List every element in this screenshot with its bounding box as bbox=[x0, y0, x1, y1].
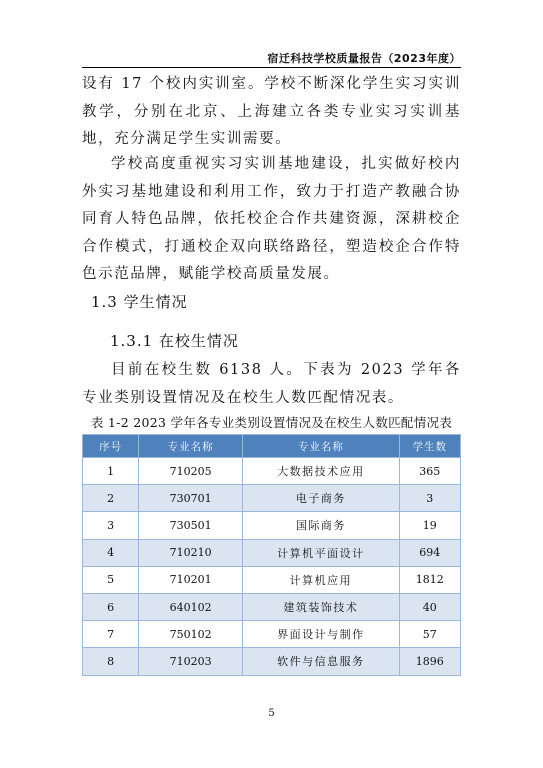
enrollment-table bbox=[82, 434, 461, 676]
table-row bbox=[83, 485, 461, 512]
cell-code: 730701 bbox=[139, 485, 243, 512]
cell-student-count: 40 bbox=[399, 593, 460, 620]
cell-major-name: 大数据技术应用 bbox=[243, 458, 399, 485]
section-heading: 1.3 学生情况 bbox=[91, 293, 188, 311]
cell-number: 1 bbox=[83, 458, 139, 485]
cell-major-name: 计算机应用 bbox=[243, 566, 399, 593]
cell-student-count: 365 bbox=[399, 458, 460, 485]
cell-major-name: 界面设计与制作 bbox=[243, 621, 399, 648]
table-row bbox=[83, 539, 461, 566]
cell-major-name: 计算机平面设计 bbox=[243, 539, 399, 566]
cell-code: 750102 bbox=[139, 621, 243, 648]
cell-student-count: 3 bbox=[399, 485, 460, 512]
column-header-count: 学生数 bbox=[399, 435, 460, 458]
cell-student-count: 1896 bbox=[399, 648, 460, 675]
cell-major-name: 电子商务 bbox=[243, 485, 399, 512]
subsection-heading: 1.3.1 在校生情况 bbox=[110, 332, 239, 350]
cell-number: 6 bbox=[83, 593, 139, 620]
cell-code: 710203 bbox=[139, 648, 243, 675]
cell-number: 5 bbox=[83, 566, 139, 593]
cell-code: 730501 bbox=[139, 512, 243, 539]
body-paragraph-1: 设有 17 个校内实训室。学校不断深化学生实习实训教学，分别在北京、上海建立各类专业实习实训基地，充分满足学生实训需要。 bbox=[82, 76, 461, 147]
cell-major-name: 国际商务 bbox=[243, 512, 399, 539]
cell-student-count: 19 bbox=[399, 512, 460, 539]
cell-student-count: 1812 bbox=[399, 566, 460, 593]
cell-number: 3 bbox=[83, 512, 139, 539]
table-row bbox=[83, 593, 461, 620]
table-row bbox=[83, 621, 461, 648]
cell-student-count: 57 bbox=[399, 621, 460, 648]
table-row bbox=[83, 458, 461, 485]
body-paragraph-2: 学校高度重视实习实训基地建设，扎实做好校内外实习基地建设和利用工作，致力于打造产教融合协同育人特色品牌，依托校企合作共建资源，深耕校企合作模式，打通校企双向联络路径，塑造校企合作特色示范品牌，赋能学校高质量发展。 bbox=[82, 156, 461, 282]
table-caption: 表 1-2 2023 学年各专业类别设置情况及在校生人数匹配情况表 bbox=[90, 415, 453, 430]
cell-number: 7 bbox=[83, 621, 139, 648]
cell-code: 640102 bbox=[139, 593, 243, 620]
cell-student-count: 694 bbox=[399, 539, 460, 566]
running-header: 宿迁科技学校质量报告（2023年度） bbox=[267, 52, 461, 65]
cell-major-name: 软件与信息服务 bbox=[243, 648, 399, 675]
table-row bbox=[83, 648, 461, 675]
column-header-code: 专业名称 bbox=[139, 435, 243, 458]
cell-major-name: 建筑装饰技术 bbox=[243, 593, 399, 620]
table-header-row bbox=[83, 435, 461, 458]
cell-code: 710205 bbox=[139, 458, 243, 485]
cell-code: 710201 bbox=[139, 566, 243, 593]
cell-number: 8 bbox=[83, 648, 139, 675]
page-number: 5 bbox=[268, 708, 275, 719]
cell-code: 710210 bbox=[139, 539, 243, 566]
cell-number: 2 bbox=[83, 485, 139, 512]
column-header-name: 专业名称 bbox=[243, 435, 399, 458]
column-header-number: 序号 bbox=[83, 435, 139, 458]
header-divider bbox=[82, 67, 461, 68]
table-row bbox=[83, 566, 461, 593]
cell-number: 4 bbox=[83, 539, 139, 566]
table-row bbox=[83, 512, 461, 539]
body-paragraph-3: 目前在校生数 6138 人。下表为 2023 学年各专业类别设置情况及在校生人数匹配情况表。 bbox=[82, 362, 461, 406]
